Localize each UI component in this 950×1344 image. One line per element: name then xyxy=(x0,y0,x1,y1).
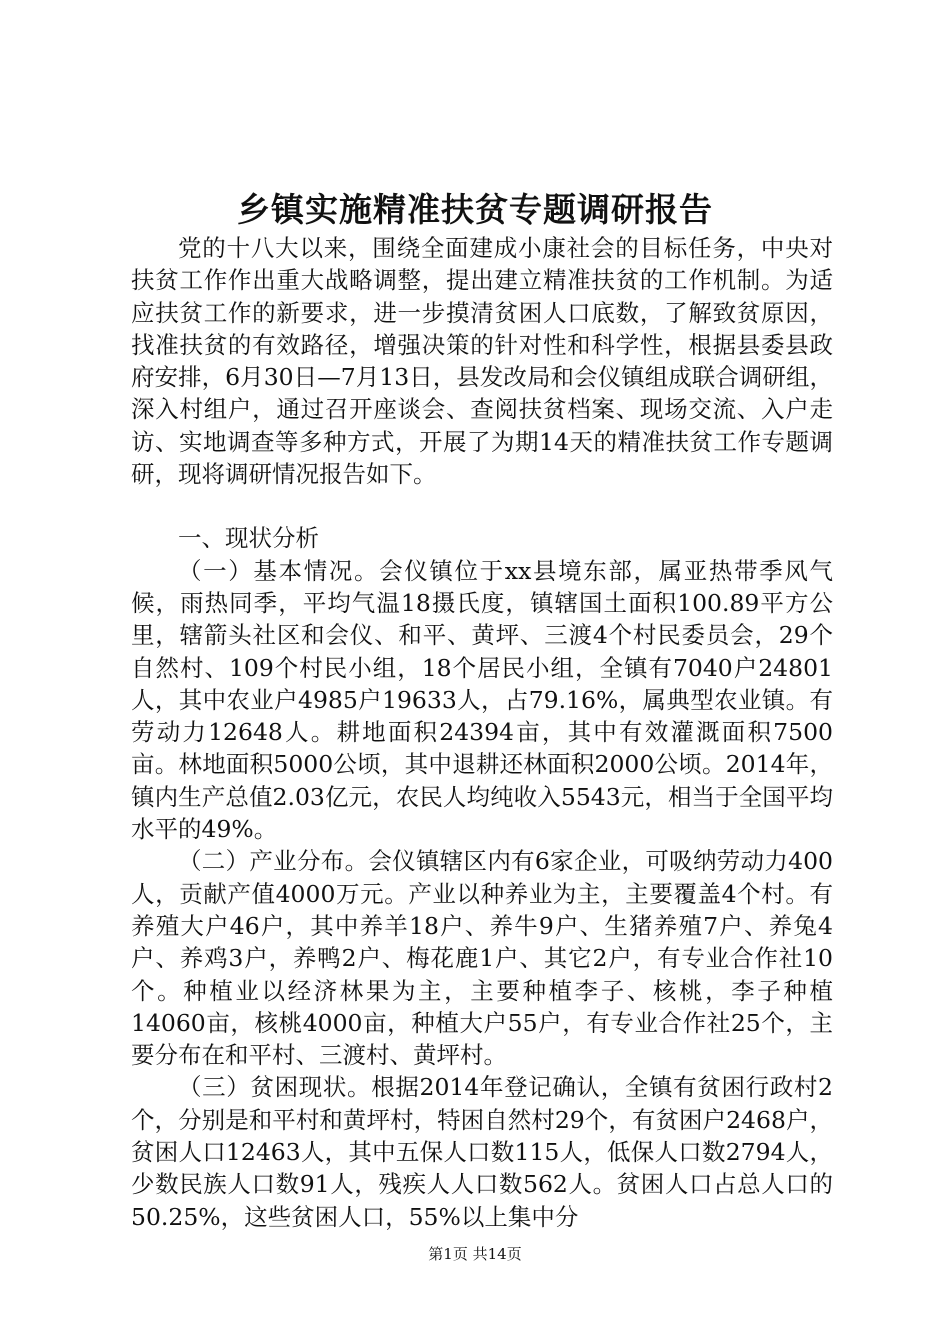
document-body xyxy=(131,232,833,1233)
basic-situation-paragraph: （一）基本情况。会仪镇位于xx县境东部，属亚热带季风气候，雨热同季，平均气温18摄氏度，镇辖国土面积100.89平方公里，辖箭头社区和会仪、和平、黄坪、三渡4个村民委员会，29个自然村、109个村民小组，18个居民小组，全镇有7040户24801人，其中农业户4985户19633人，占79.16%，属典型农业镇。有劳动力12648人。耕地面积24394亩，其中有效灌溉面积7500亩。林地面积5000公顷，其中退耕还林面积2000公顷。2014年，镇内生产总值2.03亿元，农民人均纯收入5543元，相当于全国平均水平的49%。 xyxy=(131,556,833,844)
poverty-status-paragraph: （三）贫困现状。根据2014年登记确认，全镇有贫困行政村2个，分别是和平村和黄坪村，特困自然村29个，有贫困户2468户，贫困人口12463人，其中五保人口数115人，低保人口数2794人，少数民族人口数91人，残疾人人口数562人。贫困人口占总人口的50.25%，这些贫困人口，55%以上集中分 xyxy=(131,1073,833,1231)
paragraph-gap xyxy=(131,490,833,522)
industry-distribution-paragraph: （二）产业分布。会仪镇辖区内有6家企业，可吸纳劳动力400人，贡献产值4000万元。产业以种养业为主，主要覆盖4个村。有养殖大户46户，其中养羊18户、养牛9户、生猪养殖7户、养兔4户、养鸡3户，养鸭2户、梅花鹿1户、其它2户，有专业合作社10个。种植业以经济林果为主，主要种植李子、核桃，李子种植14060亩，核桃4000亩，种植大户55户，有专业合作社25个，主要分布在和平村、三渡村、黄坪村。 xyxy=(131,847,833,1070)
intro-paragraph: 党的十八大以来，围绕全面建成小康社会的目标任务，中央对扶贫工作作出重大战略调整，提出建立精准扶贫的工作机制。为适应扶贫工作的新要求，进一步摸清贫困人口底数，了解致贫原因，找准扶贫的有效路径，增强决策的针对性和科学性，根据县委县政府安排，6月30日—7月13日，县发改局和会仪镇组成联合调研组，深入村组户，通过召开座谈会、查阅扶贫档案、现场交流、入户走访、实地调查等多种方式，开展了为期14天的精准扶贫工作专题调研，现将调研情况报告如下。 xyxy=(131,234,833,489)
page-footer: 第1页 共14页 xyxy=(428,1245,522,1263)
document-title: 乡镇实施精准扶贫专题调研报告 xyxy=(237,190,713,229)
section-heading: 一、现状分析 xyxy=(178,524,319,553)
